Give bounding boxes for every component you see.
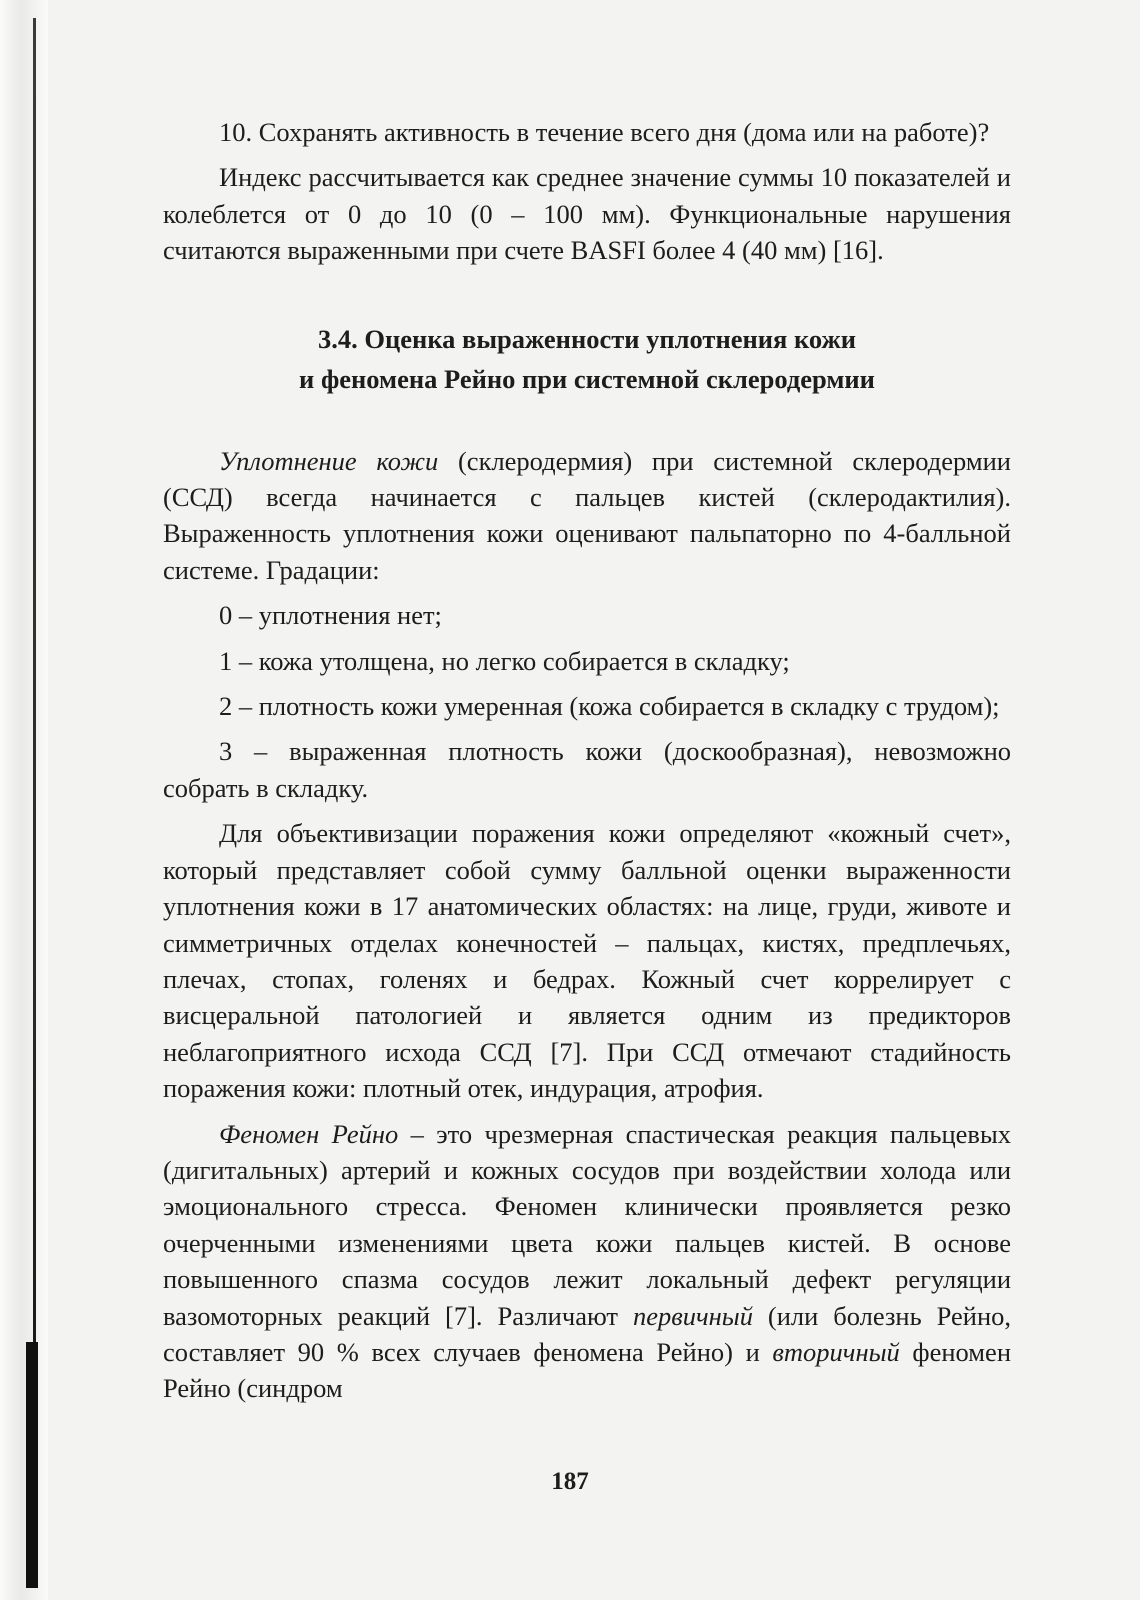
section-heading-line-1: 3.4. Оценка выраженности уплотнения кожи <box>318 323 856 354</box>
raynaud-text-3: феномен Рейно (синдром <box>163 1336 1011 1404</box>
grade-0: 0 – уплотнения нет; <box>219 600 442 631</box>
raynaud-text-1: – это чрезмерная спастическая реакция пальцевых (дигитальных) артерий и кожных сосудов при воздействии холода или эмоционального стресса. Феномен клинически проявляется резко очерченными изменениями цвета кожи пальцев кистей. В основе повышенного спазма сосудов лежит локальный дефект регуляции вазомоторных реакций [7]. Различают <box>163 1118 1011 1331</box>
paragraph-skin-score: Для объективизации поражения кожи определяют «кожный счет», который представляет собой сумму балльной оценки выраженности уплотнения кожи в 17 анатомических областях: на лице, груди, животе и симметричных отделах конечностей – пальцах, кистях, предплечьях, плечах, стопах, голенях и бедрах. Кожный счет коррелирует с висцеральной патологией и является одним из предикторов неблагоприятного исхода ССД [7]. При ССД отмечают стадийность поражения кожи: плотный отек, индурация, атрофия. <box>163 818 1011 1104</box>
page-number: 187 <box>551 1468 589 1495</box>
section-heading <box>163 319 1011 399</box>
binding-shadow <box>26 1342 38 1588</box>
term-primary: первичный <box>632 1300 753 1331</box>
grade-2: 2 – плотность кожи умеренная (кожа собирается в складку с трудом); <box>219 691 1000 722</box>
grade-3: 3 – выраженная плотность кожи (доскообразная), невозможно собрать в складку. <box>163 736 1011 803</box>
paragraph-raynaud <box>163 1116 1011 1407</box>
page-body <box>163 114 1011 1407</box>
raynaud-text-2: (или болезнь Рейно, составляет 90 % всех случаев феномена Рейно) и <box>163 1300 1012 1367</box>
grade-1: 1 – кожа утолщена, но легко собирается в складку; <box>219 645 790 676</box>
term-raynaud: Феномен Рейно <box>219 1118 399 1149</box>
paragraph-item-10: 10. Сохранять активность в течение всего дня (дома или на работе)? <box>219 117 990 147</box>
term-skin-thickening: Уплотнение кожи <box>219 445 439 476</box>
paragraph-index-description: Индекс рассчитывается как среднее значение суммы 10 показателей и колеблется от 0 до 10 (0 – 100 мм). Функциональные нарушения считаются выраженными при счете BASFI более 4 (40 мм) [16]. <box>163 162 1011 266</box>
book-spine <box>0 0 48 1600</box>
term-secondary: вторичный <box>772 1336 900 1367</box>
skin-thickening-text: (склеродермия) при системной склеродермии (ССД) всегда начинается с пальцев кистей (склеродактилия). Выраженность уплотнения кожи оценивают пальпаторно по 4-балльной системе. Градации: <box>163 445 1011 585</box>
paragraph-skin-thickening <box>163 443 1011 589</box>
section-heading-line-2: и феномена Рейно при системной склеродермии <box>299 363 875 394</box>
